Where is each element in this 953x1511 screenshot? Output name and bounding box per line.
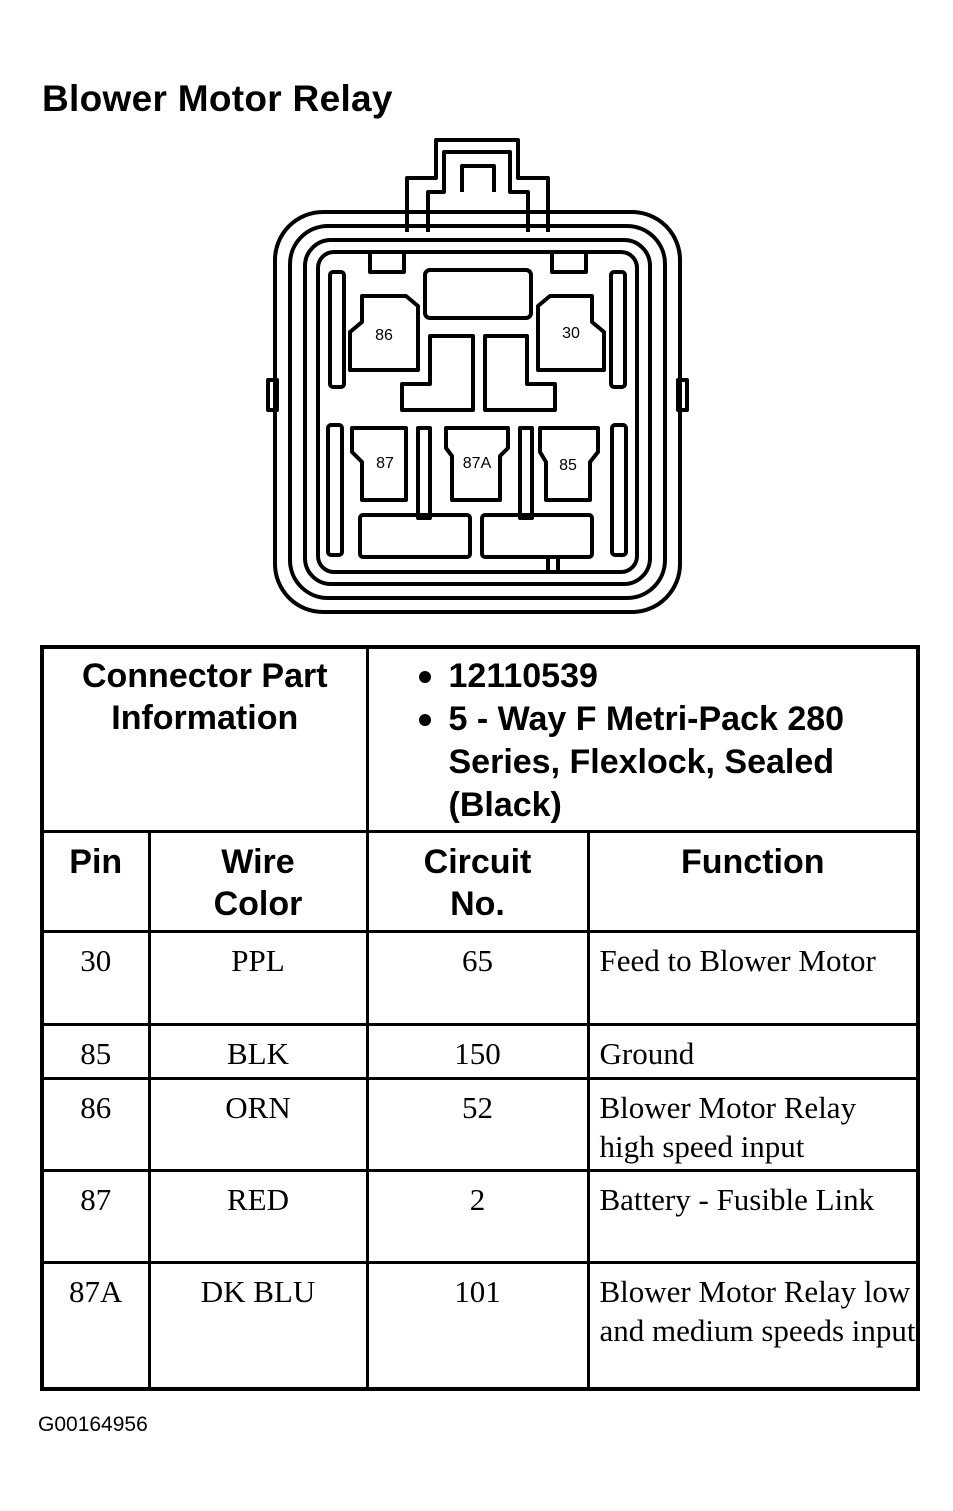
header-function: Function: [588, 831, 918, 931]
circuit-cell: 150: [367, 1024, 588, 1078]
circuit-cell: 101: [367, 1262, 588, 1389]
part-info-label-line2: Information: [111, 699, 299, 737]
header-wire-color-line1: Wire: [221, 842, 295, 881]
function-cell: Blower Motor Relay low and medium speeds input: [588, 1262, 918, 1389]
header-pin: Pin: [42, 831, 149, 931]
pin-cell: 87: [42, 1170, 149, 1262]
function-cell: Blower Motor Relay high speed input: [588, 1078, 918, 1170]
table-row: [42, 1170, 918, 1262]
header-row: [42, 831, 918, 931]
wire-color-cell: DK BLU: [149, 1262, 367, 1389]
connector-face-diagram: [0, 0, 953, 640]
wire-color-cell: RED: [149, 1170, 367, 1262]
header-wire-color: [149, 831, 367, 931]
header-circuit-line1: Circuit: [423, 842, 532, 881]
pin-label-86: 86: [375, 327, 393, 344]
part-info-row: [42, 647, 918, 831]
figure-code: G00164956: [38, 1413, 148, 1436]
pin-label-85: 85: [559, 457, 577, 474]
header-wire-color-line2: Color: [213, 884, 303, 923]
part-number: 12110539: [419, 655, 917, 698]
function-cell: Ground: [588, 1024, 918, 1078]
part-info-label-line1: Connector Part: [81, 657, 328, 695]
wire-color-cell: PPL: [149, 931, 367, 1024]
pin-cell: 85: [42, 1024, 149, 1078]
part-info-label: [42, 647, 367, 831]
part-description: 5 - Way F Metri-Pack 280 Series, Flexlock, Sealed (Black): [419, 698, 917, 827]
wire-color-cell: ORN: [149, 1078, 367, 1170]
table-row: [42, 1262, 918, 1389]
table-row: [42, 931, 918, 1024]
circuit-cell: 52: [367, 1078, 588, 1170]
circuit-cell: 2: [367, 1170, 588, 1262]
wire-color-cell: BLK: [149, 1024, 367, 1078]
header-circuit-line2: No.: [450, 884, 505, 923]
table-row: [42, 1024, 918, 1078]
pin-label-87: 87: [376, 455, 394, 472]
function-cell: Battery - Fusible Link: [588, 1170, 918, 1262]
part-info-values: [367, 647, 918, 831]
pin-cell: 87A: [42, 1262, 149, 1389]
pin-label-87a: 87A: [462, 455, 492, 472]
pin-cell: 86: [42, 1078, 149, 1170]
circuit-cell: 65: [367, 931, 588, 1024]
diagram-title: Blower Motor Relay: [42, 78, 393, 119]
table-row: [42, 1078, 918, 1170]
pin-cell: 30: [42, 931, 149, 1024]
pin-label-30: 30: [562, 325, 580, 342]
function-cell: Feed to Blower Motor: [588, 931, 918, 1024]
header-circuit: [367, 831, 588, 931]
connector-pinout-table: [40, 645, 920, 1391]
